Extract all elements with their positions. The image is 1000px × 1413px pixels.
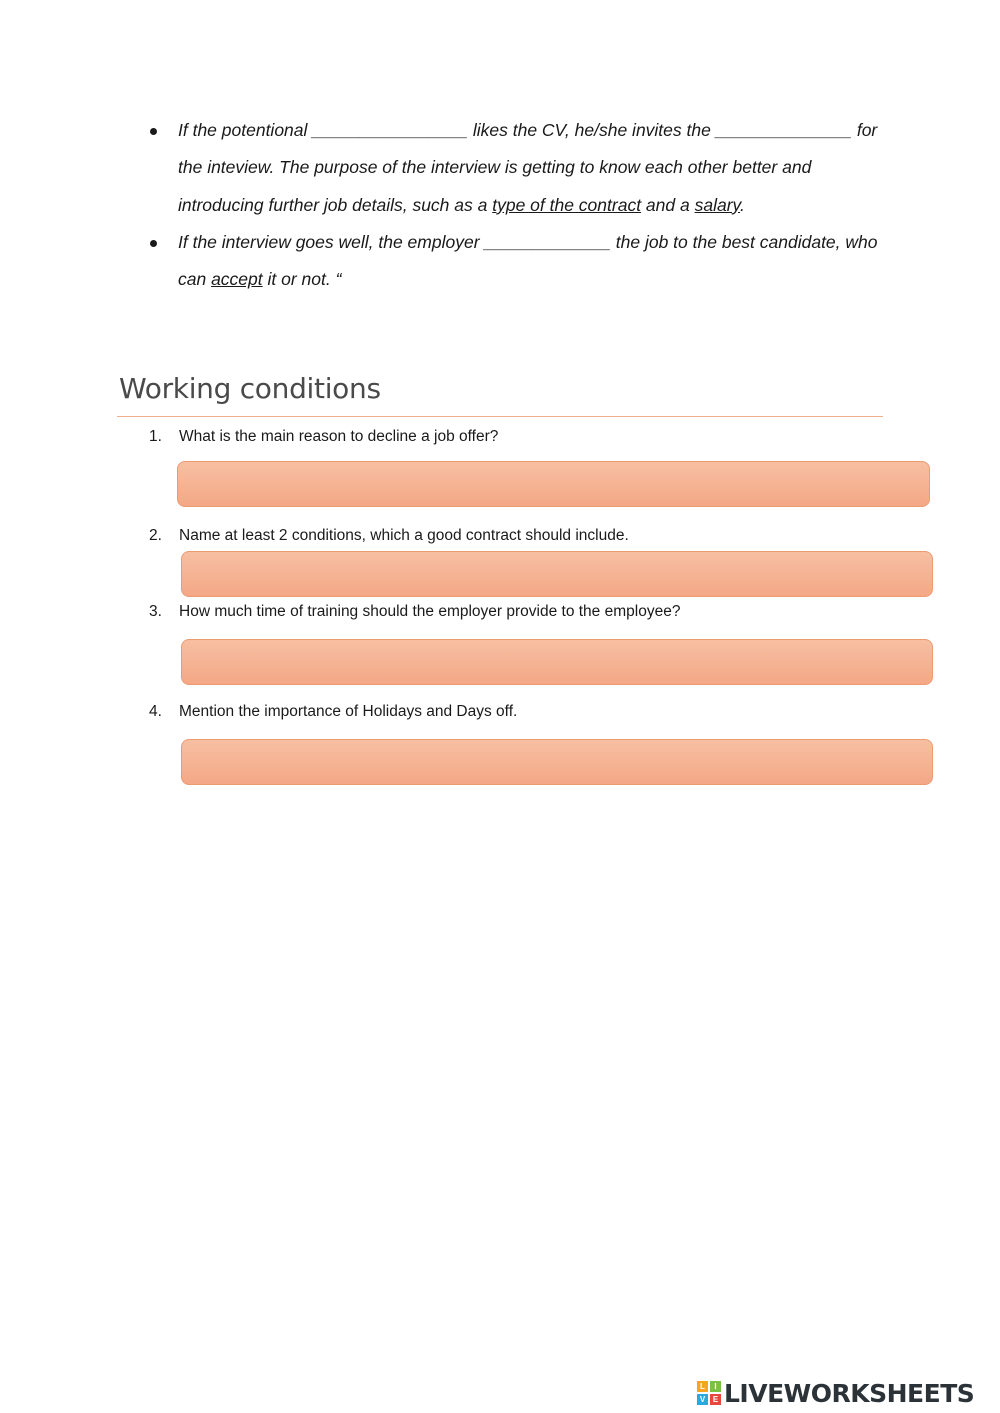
- logo-letter: I: [710, 1381, 721, 1392]
- intro-bullet-list: [150, 112, 890, 298]
- logo-letter: L: [697, 1381, 708, 1392]
- bullet-item-interview: [150, 112, 890, 224]
- bullet-text: it or not. “: [262, 269, 342, 290]
- question-number: 4.: [149, 703, 162, 720]
- bullet-text: If the interview goes well, the employer _____________ the job to the best candidate, who can: [178, 231, 878, 290]
- liveworksheets-brand: [697, 1378, 974, 1408]
- question-2: [149, 527, 629, 545]
- bullet-dot-icon: [150, 128, 157, 135]
- question-number: 1.: [149, 428, 162, 445]
- logo-letter: V: [697, 1394, 708, 1405]
- question-text: What is the main reason to decline a job offer?: [179, 428, 499, 445]
- answer-box-3[interactable]: [181, 639, 933, 685]
- underlined-term: accept: [211, 269, 263, 290]
- question-number: 2.: [149, 527, 162, 544]
- question-text: Mention the importance of Holidays and Days off.: [179, 703, 518, 720]
- question-4: [149, 703, 517, 721]
- bullet-text: If the potentional ________________ likes the CV, he/she invites the ______________ for the inteview. The purpose of the interview is getting to know each other better and introducing further job details, such as a: [178, 120, 878, 215]
- underlined-term: salary: [694, 194, 740, 215]
- question-text: Name at least 2 conditions, which a good contract should include.: [179, 527, 629, 544]
- section-title: Working conditions: [119, 372, 381, 405]
- bullet-dot-icon: [150, 240, 157, 247]
- question-text: How much time of training should the employer provide to the employee?: [179, 603, 681, 620]
- section-divider: [117, 416, 883, 417]
- bullet-text: .: [739, 194, 745, 215]
- bullet-text: and a: [641, 194, 695, 215]
- live-logo-icon: [697, 1381, 721, 1405]
- question-3: [149, 603, 680, 621]
- underlined-term: type of the contract: [492, 194, 642, 215]
- question-number: 3.: [149, 603, 162, 620]
- bullet-item-offer: [150, 224, 890, 299]
- logo-letter: E: [710, 1394, 721, 1405]
- answer-box-2[interactable]: [181, 551, 933, 597]
- brand-name: LIVEWORKSHEETS: [724, 1378, 975, 1408]
- answer-box-4[interactable]: [181, 739, 933, 785]
- answer-box-1[interactable]: [177, 461, 930, 507]
- question-1: [149, 428, 498, 446]
